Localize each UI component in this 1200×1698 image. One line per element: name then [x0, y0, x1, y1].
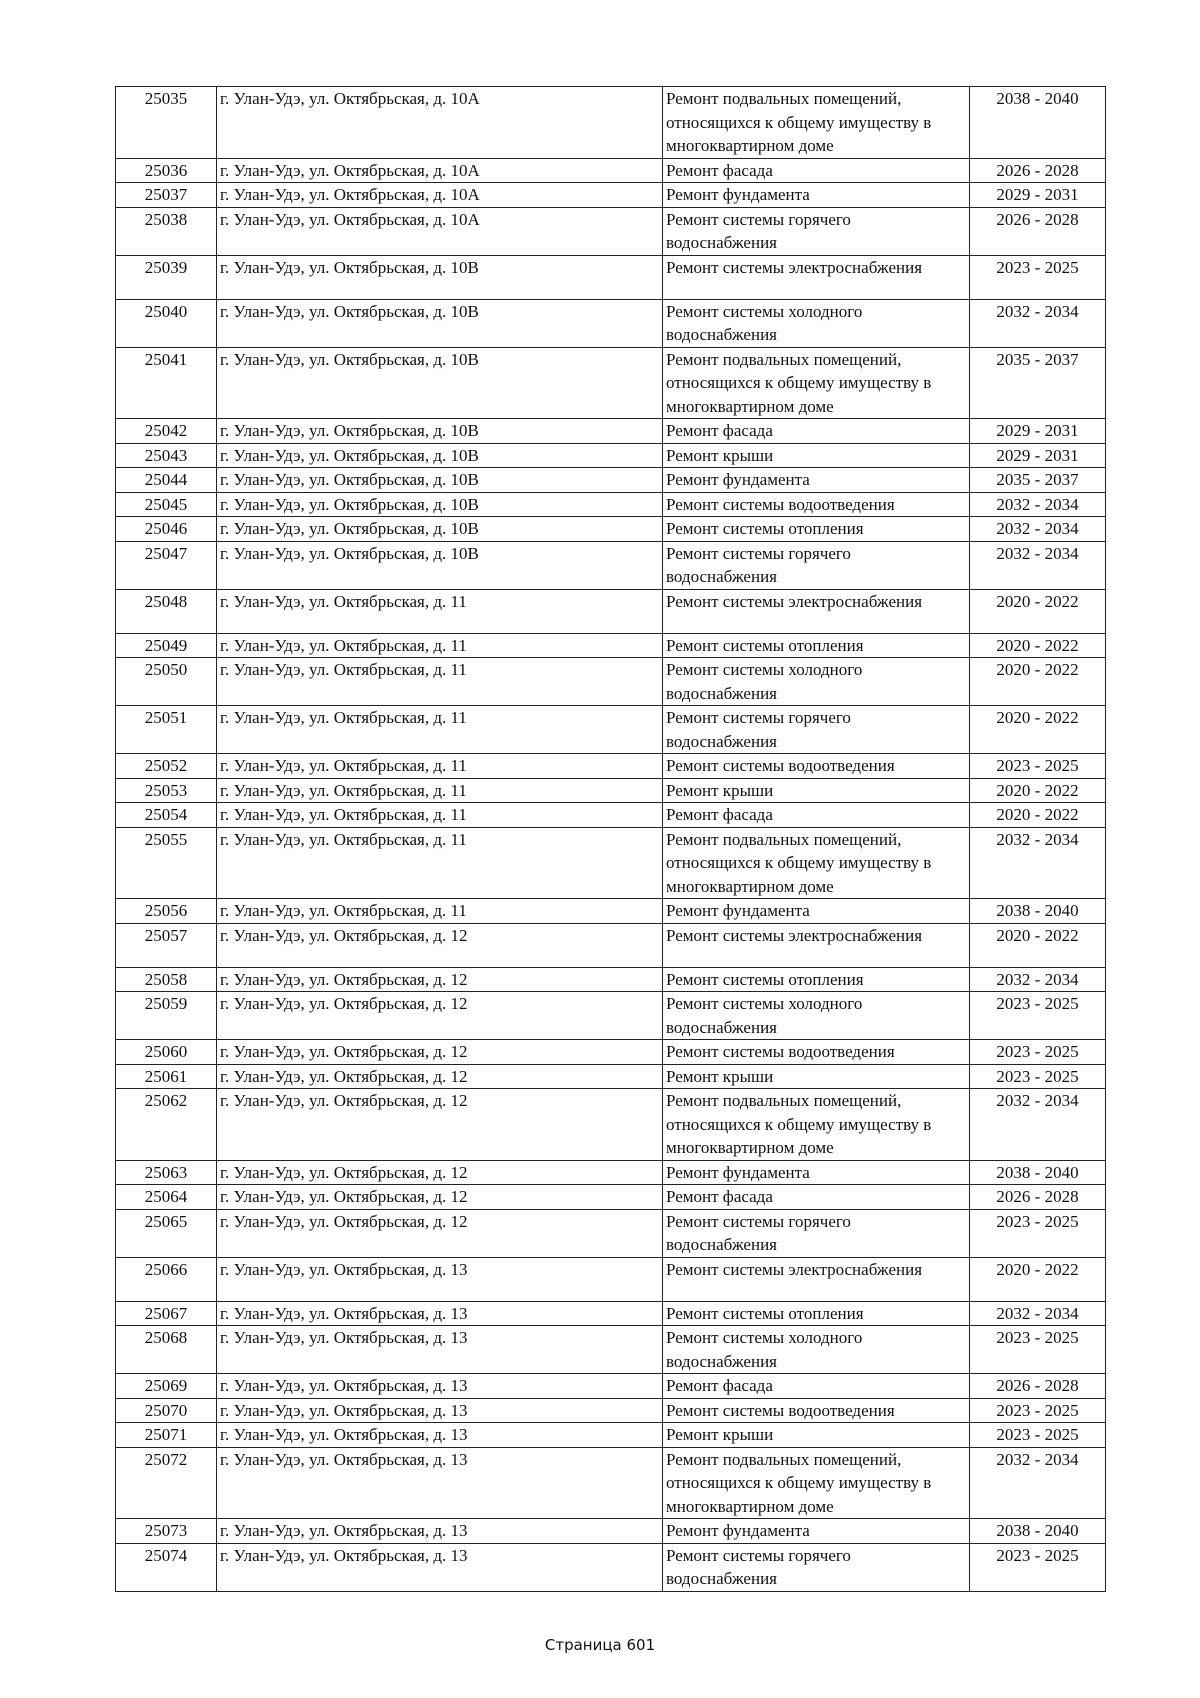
table-body	[116, 87, 1106, 1592]
work-type-cell: Ремонт системы электроснабжения	[663, 923, 970, 967]
row-number-cell: 25067	[116, 1301, 217, 1326]
period-cell: 2023 - 2025	[970, 1326, 1106, 1374]
work-type-cell: Ремонт системы отопления	[663, 1301, 970, 1326]
row-number-cell: 25055	[116, 827, 217, 899]
address-cell: г. Улан-Удэ, ул. Октябрьская, д. 11	[217, 633, 663, 658]
row-number-cell: 25066	[116, 1257, 217, 1301]
table-row	[116, 706, 1106, 754]
address-cell: г. Улан-Удэ, ул. Октябрьская, д. 12	[217, 923, 663, 967]
period-cell: 2023 - 2025	[970, 1398, 1106, 1423]
period-cell: 2032 - 2034	[970, 1447, 1106, 1519]
table-row	[116, 1301, 1106, 1326]
period-cell: 2032 - 2034	[970, 1089, 1106, 1161]
address-cell: г. Улан-Удэ, ул. Октябрьская, д. 12	[217, 992, 663, 1040]
table-row	[116, 658, 1106, 706]
period-cell: 2032 - 2034	[970, 1301, 1106, 1326]
address-cell: г. Улан-Удэ, ул. Октябрьская, д. 13	[217, 1447, 663, 1519]
work-type-cell: Ремонт фасада	[663, 803, 970, 828]
work-type-cell: Ремонт системы электроснабжения	[663, 255, 970, 299]
table-row	[116, 754, 1106, 779]
work-type-cell: Ремонт системы электроснабжения	[663, 1257, 970, 1301]
table-row	[116, 1064, 1106, 1089]
address-cell: г. Улан-Удэ, ул. Октябрьская, д. 10В	[217, 443, 663, 468]
row-number-cell: 25039	[116, 255, 217, 299]
work-type-cell: Ремонт системы водоотведения	[663, 492, 970, 517]
row-number-cell: 25056	[116, 899, 217, 924]
table-row	[116, 633, 1106, 658]
address-cell: г. Улан-Удэ, ул. Октябрьская, д. 10В	[217, 468, 663, 493]
row-number-cell: 25042	[116, 419, 217, 444]
work-type-cell: Ремонт фасада	[663, 158, 970, 183]
address-cell: г. Улан-Удэ, ул. Октябрьская, д. 10В	[217, 255, 663, 299]
period-cell: 2023 - 2025	[970, 1543, 1106, 1591]
address-cell: г. Улан-Удэ, ул. Октябрьская, д. 12	[217, 1040, 663, 1065]
work-type-cell: Ремонт подвальных помещений, относящихся к общему имуществу в многоквартирном доме	[663, 87, 970, 159]
row-number-cell: 25053	[116, 778, 217, 803]
table-row	[116, 923, 1106, 967]
row-number-cell: 25035	[116, 87, 217, 159]
work-type-cell: Ремонт системы горячего водоснабжения	[663, 541, 970, 589]
table-row	[116, 1040, 1106, 1065]
address-cell: г. Улан-Удэ, ул. Октябрьская, д. 12	[217, 1185, 663, 1210]
table-row	[116, 1519, 1106, 1544]
work-type-cell: Ремонт крыши	[663, 778, 970, 803]
period-cell: 2023 - 2025	[970, 754, 1106, 779]
page-number: Страница 601	[544, 1636, 656, 1654]
table-row	[116, 468, 1106, 493]
table-row	[116, 803, 1106, 828]
table-row	[116, 1160, 1106, 1185]
row-number-cell: 25069	[116, 1374, 217, 1399]
table-row	[116, 827, 1106, 899]
row-number-cell: 25040	[116, 299, 217, 347]
work-type-cell: Ремонт крыши	[663, 1423, 970, 1448]
work-type-cell: Ремонт фасада	[663, 419, 970, 444]
work-type-cell: Ремонт подвальных помещений, относящихся к общему имуществу в многоквартирном доме	[663, 827, 970, 899]
table-row	[116, 541, 1106, 589]
address-cell: г. Улан-Удэ, ул. Октябрьская, д. 11	[217, 658, 663, 706]
row-number-cell: 25037	[116, 183, 217, 208]
work-type-cell: Ремонт фундамента	[663, 899, 970, 924]
period-cell: 2026 - 2028	[970, 158, 1106, 183]
address-cell: г. Улан-Удэ, ул. Октябрьская, д. 13	[217, 1301, 663, 1326]
address-cell: г. Улан-Удэ, ул. Октябрьская, д. 10В	[217, 419, 663, 444]
address-cell: г. Улан-Удэ, ул. Октябрьская, д. 11	[217, 706, 663, 754]
work-type-cell: Ремонт подвальных помещений, относящихся к общему имуществу в многоквартирном доме	[663, 1089, 970, 1161]
work-type-cell: Ремонт фундамента	[663, 1519, 970, 1544]
row-number-cell: 25060	[116, 1040, 217, 1065]
period-cell: 2020 - 2022	[970, 658, 1106, 706]
row-number-cell: 25038	[116, 207, 217, 255]
table-row	[116, 1089, 1106, 1161]
table-row	[116, 299, 1106, 347]
period-cell: 2032 - 2034	[970, 541, 1106, 589]
row-number-cell: 25052	[116, 754, 217, 779]
row-number-cell: 25074	[116, 1543, 217, 1591]
row-number-cell: 25068	[116, 1326, 217, 1374]
period-cell: 2020 - 2022	[970, 803, 1106, 828]
row-number-cell: 25057	[116, 923, 217, 967]
address-cell: г. Улан-Удэ, ул. Октябрьская, д. 10В	[217, 517, 663, 542]
address-cell: г. Улан-Удэ, ул. Октябрьская, д. 10В	[217, 299, 663, 347]
row-number-cell: 25045	[116, 492, 217, 517]
address-cell: г. Улан-Удэ, ул. Октябрьская, д. 13	[217, 1257, 663, 1301]
work-type-cell: Ремонт системы отопления	[663, 967, 970, 992]
period-cell: 2020 - 2022	[970, 923, 1106, 967]
row-number-cell: 25070	[116, 1398, 217, 1423]
work-type-cell: Ремонт фундамента	[663, 1160, 970, 1185]
work-type-cell: Ремонт фундамента	[663, 183, 970, 208]
row-number-cell: 25047	[116, 541, 217, 589]
period-cell: 2020 - 2022	[970, 778, 1106, 803]
row-number-cell: 25054	[116, 803, 217, 828]
period-cell: 2020 - 2022	[970, 589, 1106, 633]
work-type-cell: Ремонт фундамента	[663, 468, 970, 493]
work-type-cell: Ремонт системы холодного водоснабжения	[663, 1326, 970, 1374]
work-type-cell: Ремонт системы холодного водоснабжения	[663, 992, 970, 1040]
table-row	[116, 967, 1106, 992]
work-type-cell: Ремонт подвальных помещений, относящихся к общему имуществу в многоквартирном доме	[663, 347, 970, 419]
address-cell: г. Улан-Удэ, ул. Октябрьская, д. 13	[217, 1374, 663, 1399]
row-number-cell: 25036	[116, 158, 217, 183]
address-cell: г. Улан-Удэ, ул. Октябрьская, д. 11	[217, 589, 663, 633]
row-number-cell: 25049	[116, 633, 217, 658]
period-cell: 2032 - 2034	[970, 299, 1106, 347]
work-type-cell: Ремонт фасада	[663, 1185, 970, 1210]
period-cell: 2029 - 2031	[970, 443, 1106, 468]
work-type-cell: Ремонт системы отопления	[663, 517, 970, 542]
row-number-cell: 25043	[116, 443, 217, 468]
work-type-cell: Ремонт фасада	[663, 1374, 970, 1399]
row-number-cell: 25072	[116, 1447, 217, 1519]
period-cell: 2023 - 2025	[970, 1040, 1106, 1065]
table-row	[116, 778, 1106, 803]
table-row	[116, 207, 1106, 255]
address-cell: г. Улан-Удэ, ул. Октябрьская, д. 11	[217, 754, 663, 779]
period-cell: 2026 - 2028	[970, 1185, 1106, 1210]
table-row	[116, 419, 1106, 444]
work-type-cell: Ремонт подвальных помещений, относящихся к общему имуществу в многоквартирном доме	[663, 1447, 970, 1519]
period-cell: 2023 - 2025	[970, 255, 1106, 299]
table-row	[116, 1257, 1106, 1301]
address-cell: г. Улан-Удэ, ул. Октябрьская, д. 13	[217, 1398, 663, 1423]
period-cell: 2023 - 2025	[970, 1423, 1106, 1448]
work-type-cell: Ремонт системы холодного водоснабжения	[663, 658, 970, 706]
work-type-cell: Ремонт системы водоотведения	[663, 754, 970, 779]
table-row	[116, 492, 1106, 517]
period-cell: 2020 - 2022	[970, 633, 1106, 658]
row-number-cell: 25041	[116, 347, 217, 419]
period-cell: 2032 - 2034	[970, 967, 1106, 992]
period-cell: 2023 - 2025	[970, 992, 1106, 1040]
address-cell: г. Улан-Удэ, ул. Октябрьская, д. 10В	[217, 347, 663, 419]
row-number-cell: 25050	[116, 658, 217, 706]
address-cell: г. Улан-Удэ, ул. Октябрьская, д. 10А	[217, 158, 663, 183]
work-type-cell: Ремонт системы горячего водоснабжения	[663, 1543, 970, 1591]
row-number-cell: 25064	[116, 1185, 217, 1210]
row-number-cell: 25048	[116, 589, 217, 633]
work-type-cell: Ремонт системы горячего водоснабжения	[663, 207, 970, 255]
address-cell: г. Улан-Удэ, ул. Октябрьская, д. 13	[217, 1543, 663, 1591]
address-cell: г. Улан-Удэ, ул. Октябрьская, д. 11	[217, 803, 663, 828]
address-cell: г. Улан-Удэ, ул. Октябрьская, д. 12	[217, 1064, 663, 1089]
row-number-cell: 25063	[116, 1160, 217, 1185]
row-number-cell: 25061	[116, 1064, 217, 1089]
row-number-cell: 25044	[116, 468, 217, 493]
address-cell: г. Улан-Удэ, ул. Октябрьская, д. 12	[217, 1089, 663, 1161]
period-cell: 2032 - 2034	[970, 827, 1106, 899]
address-cell: г. Улан-Удэ, ул. Октябрьская, д. 12	[217, 967, 663, 992]
address-cell: г. Улан-Удэ, ул. Октябрьская, д. 12	[217, 1209, 663, 1257]
work-type-cell: Ремонт крыши	[663, 443, 970, 468]
period-cell: 2032 - 2034	[970, 517, 1106, 542]
table-row	[116, 1326, 1106, 1374]
row-number-cell: 25071	[116, 1423, 217, 1448]
repair-schedule-table	[115, 86, 1106, 1592]
address-cell: г. Улан-Удэ, ул. Октябрьская, д. 13	[217, 1519, 663, 1544]
period-cell: 2032 - 2034	[970, 492, 1106, 517]
address-cell: г. Улан-Удэ, ул. Октябрьская, д. 11	[217, 899, 663, 924]
table-row	[116, 517, 1106, 542]
work-type-cell: Ремонт системы горячего водоснабжения	[663, 1209, 970, 1257]
address-cell: г. Улан-Удэ, ул. Октябрьская, д. 10А	[217, 207, 663, 255]
row-number-cell: 25058	[116, 967, 217, 992]
period-cell: 2038 - 2040	[970, 1160, 1106, 1185]
work-type-cell: Ремонт системы холодного водоснабжения	[663, 299, 970, 347]
address-cell: г. Улан-Удэ, ул. Октябрьская, д. 11	[217, 827, 663, 899]
table-row	[116, 87, 1106, 159]
row-number-cell: 25051	[116, 706, 217, 754]
period-cell: 2026 - 2028	[970, 1374, 1106, 1399]
period-cell: 2026 - 2028	[970, 207, 1106, 255]
period-cell: 2020 - 2022	[970, 706, 1106, 754]
table-row	[116, 589, 1106, 633]
period-cell: 2023 - 2025	[970, 1209, 1106, 1257]
period-cell: 2035 - 2037	[970, 347, 1106, 419]
period-cell: 2023 - 2025	[970, 1064, 1106, 1089]
table-row	[116, 158, 1106, 183]
table-row	[116, 992, 1106, 1040]
table-row	[116, 1209, 1106, 1257]
address-cell: г. Улан-Удэ, ул. Октябрьская, д. 11	[217, 778, 663, 803]
period-cell: 2035 - 2037	[970, 468, 1106, 493]
table-row	[116, 1423, 1106, 1448]
table-row	[116, 1543, 1106, 1591]
row-number-cell: 25062	[116, 1089, 217, 1161]
work-type-cell: Ремонт системы водоотведения	[663, 1398, 970, 1423]
address-cell: г. Улан-Удэ, ул. Октябрьская, д. 12	[217, 1160, 663, 1185]
period-cell: 2029 - 2031	[970, 183, 1106, 208]
table-row	[116, 1447, 1106, 1519]
address-cell: г. Улан-Удэ, ул. Октябрьская, д. 10В	[217, 492, 663, 517]
table-row	[116, 183, 1106, 208]
period-cell: 2029 - 2031	[970, 419, 1106, 444]
address-cell: г. Улан-Удэ, ул. Октябрьская, д. 10А	[217, 183, 663, 208]
table-row	[116, 899, 1106, 924]
work-type-cell: Ремонт системы водоотведения	[663, 1040, 970, 1065]
address-cell: г. Улан-Удэ, ул. Октябрьская, д. 10А	[217, 87, 663, 159]
row-number-cell: 25073	[116, 1519, 217, 1544]
row-number-cell: 25046	[116, 517, 217, 542]
work-type-cell: Ремонт системы отопления	[663, 633, 970, 658]
period-cell: 2038 - 2040	[970, 87, 1106, 159]
work-type-cell: Ремонт крыши	[663, 1064, 970, 1089]
address-cell: г. Улан-Удэ, ул. Октябрьская, д. 13	[217, 1326, 663, 1374]
row-number-cell: 25059	[116, 992, 217, 1040]
table-row	[116, 443, 1106, 468]
table-row	[116, 1398, 1106, 1423]
period-cell: 2020 - 2022	[970, 1257, 1106, 1301]
table-row	[116, 1185, 1106, 1210]
table-row	[116, 1374, 1106, 1399]
address-cell: г. Улан-Удэ, ул. Октябрьская, д. 10В	[217, 541, 663, 589]
table-row	[116, 255, 1106, 299]
work-type-cell: Ремонт системы электроснабжения	[663, 589, 970, 633]
work-type-cell: Ремонт системы горячего водоснабжения	[663, 706, 970, 754]
address-cell: г. Улан-Удэ, ул. Октябрьская, д. 13	[217, 1423, 663, 1448]
table-row	[116, 347, 1106, 419]
row-number-cell: 25065	[116, 1209, 217, 1257]
period-cell: 2038 - 2040	[970, 899, 1106, 924]
period-cell: 2038 - 2040	[970, 1519, 1106, 1544]
